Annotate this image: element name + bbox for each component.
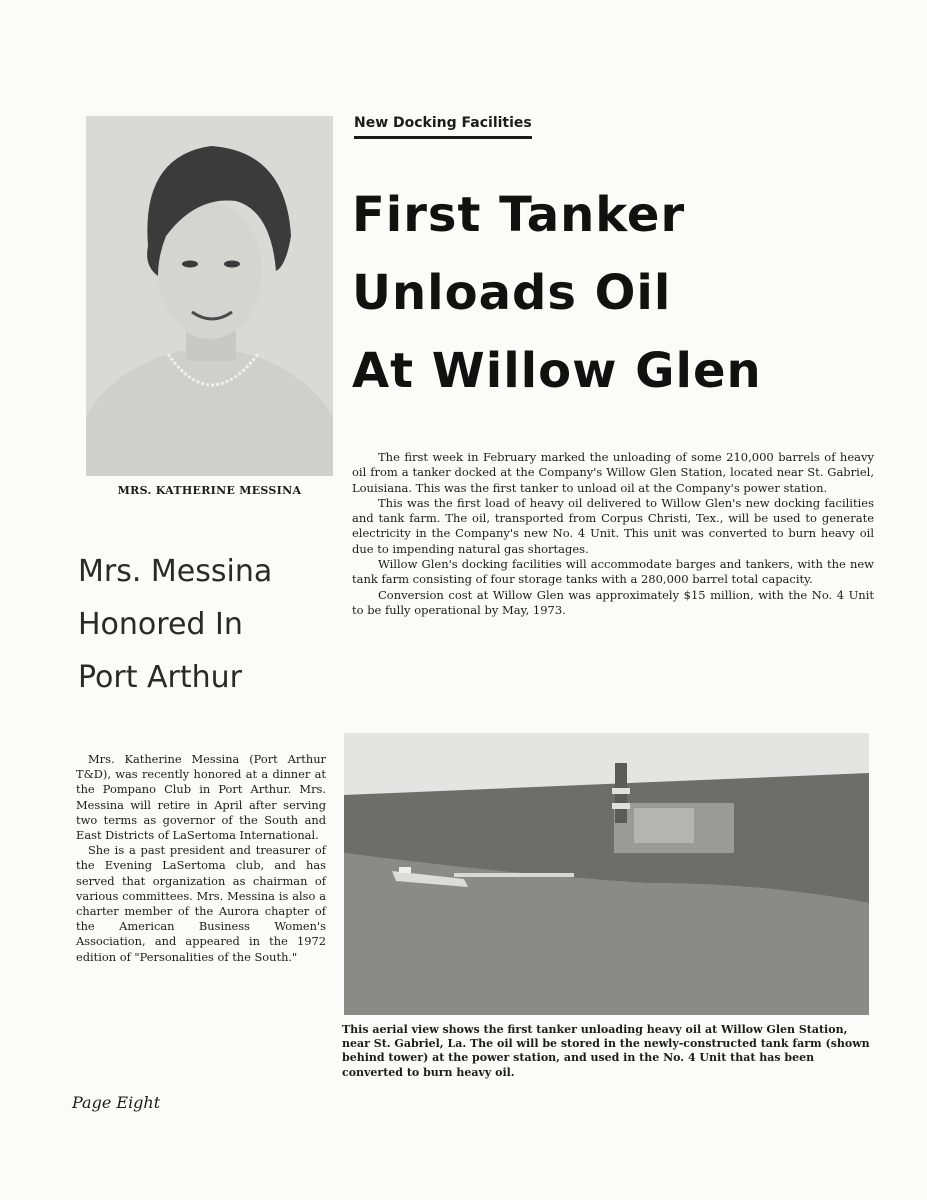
messina-headline-line: Mrs. Messina	[78, 554, 273, 589]
messina-paragraph: Mrs. Katherine Messina (Port Arthur T&D), was recently honored at a dinner at the Pompano Club in Port Arthur. Mrs. Messina will retire in April after serving two terms as governor of the South and East Districts of LaSertoma International.	[76, 752, 326, 843]
tanker-paragraph: Conversion cost at Willow Glen was approximately $15 million, with the No. 4 Unit to be fully operational by May, 1973.	[352, 587, 874, 617]
tanker-headline-line: At Willow Glen	[352, 343, 762, 399]
section-kicker: New Docking Facilities	[354, 115, 532, 139]
messina-headline-line: Port Arthur	[78, 660, 242, 695]
tanker-headline-line: Unloads Oil	[352, 265, 672, 321]
tanker-headline	[352, 176, 872, 410]
tanker-paragraph: This was the first load of heavy oil delivered to Willow Glen's new docking facilities and tank farm. The oil, transported from Corpus Christi, Tex., will be used to generate electricity in the Company's new No. 4 Unit. This unit was converted to burn heavy oil due to impending natural gas shortages.	[352, 495, 874, 556]
aerial-caption: This aerial view shows the first tanker unloading heavy oil at Willow Glen Station, near St. Gabriel, La. The oil will be stored in the newly-constructed tank farm (shown behind tower) at the power station, and used in the No. 4 Unit that has been converted to burn heavy oil.	[342, 1023, 870, 1079]
messina-headline	[78, 545, 348, 704]
tanker-paragraph: Willow Glen's docking facilities will accommodate barges and tankers, with the new tank farm consisting of four storage tanks with a 280,000 barrel total capacity.	[352, 557, 874, 587]
page-number: Page Eight	[72, 1093, 161, 1112]
tanker-paragraph: The first week in February marked the unloading of some 210,000 barrels of heavy oil from a tanker docked at the Company's Willow Glen Station, located near St. Gabriel, Louisiana. This was the first tanker to unload oil at the Company's power station.	[352, 450, 874, 495]
portrait-photo	[86, 116, 333, 476]
tanker-headline-line: First Tanker	[352, 187, 686, 243]
messina-paragraph: She is a past president and treasurer of the Evening LaSertoma club, and has served that organization as chairman of various committees. Mrs. Messina is also a charter member of the Aurora chapter of the American Business Women's Association, and appeared in the 1972 edition of "Personalities of the South."	[76, 843, 326, 964]
portrait-caption: MRS. KATHERINE MESSINA	[117, 484, 302, 497]
messina-headline-line: Honored In	[78, 607, 243, 642]
messina-article-body	[76, 752, 326, 965]
aerial-photo	[344, 733, 869, 1015]
portrait-illustration	[86, 116, 333, 476]
tanker-article-body	[352, 450, 874, 618]
aerial-illustration	[344, 733, 869, 1015]
